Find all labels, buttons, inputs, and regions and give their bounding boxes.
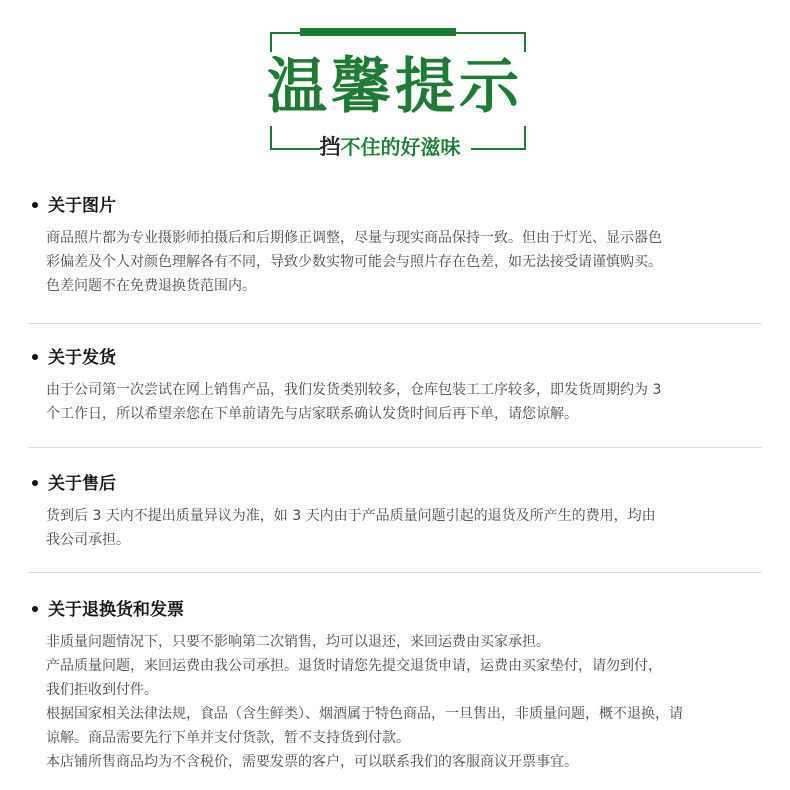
bullet-icon: [32, 480, 38, 486]
body-line: 我公司承担。: [46, 532, 130, 548]
body-line: 非质量问题情况下，只要不影响第二次销售，均可以退还，来回运费由买家承担。: [46, 634, 550, 650]
section-shipping: [28, 346, 762, 426]
divider: [28, 323, 762, 324]
body-line: 货到后 3 天内不提出质量异议为准，如 3 天内由于产品质量问题引起的退货及所产生的费用，均由: [46, 508, 656, 524]
section-returns-invoice: [28, 598, 762, 774]
bullet-icon: [32, 202, 38, 208]
section-body: [28, 630, 762, 774]
header-banner: [0, 0, 790, 170]
section-body: [28, 378, 762, 426]
bullet-icon: [32, 606, 38, 612]
body-line: 本店铺所售商品均为不含税价，需要发票的客户，可以联系我们的客服商议开票事宜。: [46, 754, 578, 770]
section-title: 关于发货: [48, 348, 116, 368]
body-line: 谅解。商品需要先行下单并支付货款，暂不支持货到付款。: [46, 730, 410, 746]
subtitle-text: 不住的好滋味: [341, 135, 471, 159]
body-line: 由于公司第一次尝试在网上销售产品，我们发货类别较多，仓库包装工工序较多，即发货周期约为 3: [46, 382, 662, 398]
title-frame-bar: [300, 28, 456, 36]
body-line: 我们拒收到付件。: [46, 682, 158, 698]
subtitle: [0, 134, 790, 162]
section-after-sales: [28, 472, 762, 552]
body-line: 彩偏差及个人对颜色理解各有不同，导致少数实物可能会与照片存在色差，如无法接受请谨慎购买。: [46, 254, 662, 270]
section-title: 关于图片: [48, 196, 116, 216]
bullet-icon: [32, 354, 38, 360]
body-line: 色差问题不在免费退换货范围内。: [46, 278, 256, 294]
section-body: [28, 226, 762, 298]
body-line: 个工作日，所以希望亲您在下单前请先与店家联系确认发货时间后再下单，请您谅解。: [46, 406, 578, 422]
section-title: 关于售后: [48, 474, 116, 494]
divider: [28, 447, 762, 448]
section-body: [28, 504, 762, 552]
body-line: 根据国家相关法律法规，食品（含生鲜类）、烟酒属于特色商品，一旦售出，非质量问题，概不退换，请: [46, 706, 683, 722]
page-title: 温馨提示: [267, 52, 523, 122]
divider: [28, 572, 762, 573]
body-line: 商品照片都为专业摄影师拍摄后和后期修正调整，尽量与现实商品保持一致。但由于灯光、显示器色: [46, 230, 662, 246]
body-line: 产品质量问题，来回运费由我公司承担。退货时请您先提交退货申请，运费由买家垫付，请勿到付，: [46, 658, 662, 674]
section-pictures: [28, 194, 762, 298]
subtitle-first-char: 挡: [319, 135, 341, 159]
section-title: 关于退换货和发票: [48, 600, 184, 620]
